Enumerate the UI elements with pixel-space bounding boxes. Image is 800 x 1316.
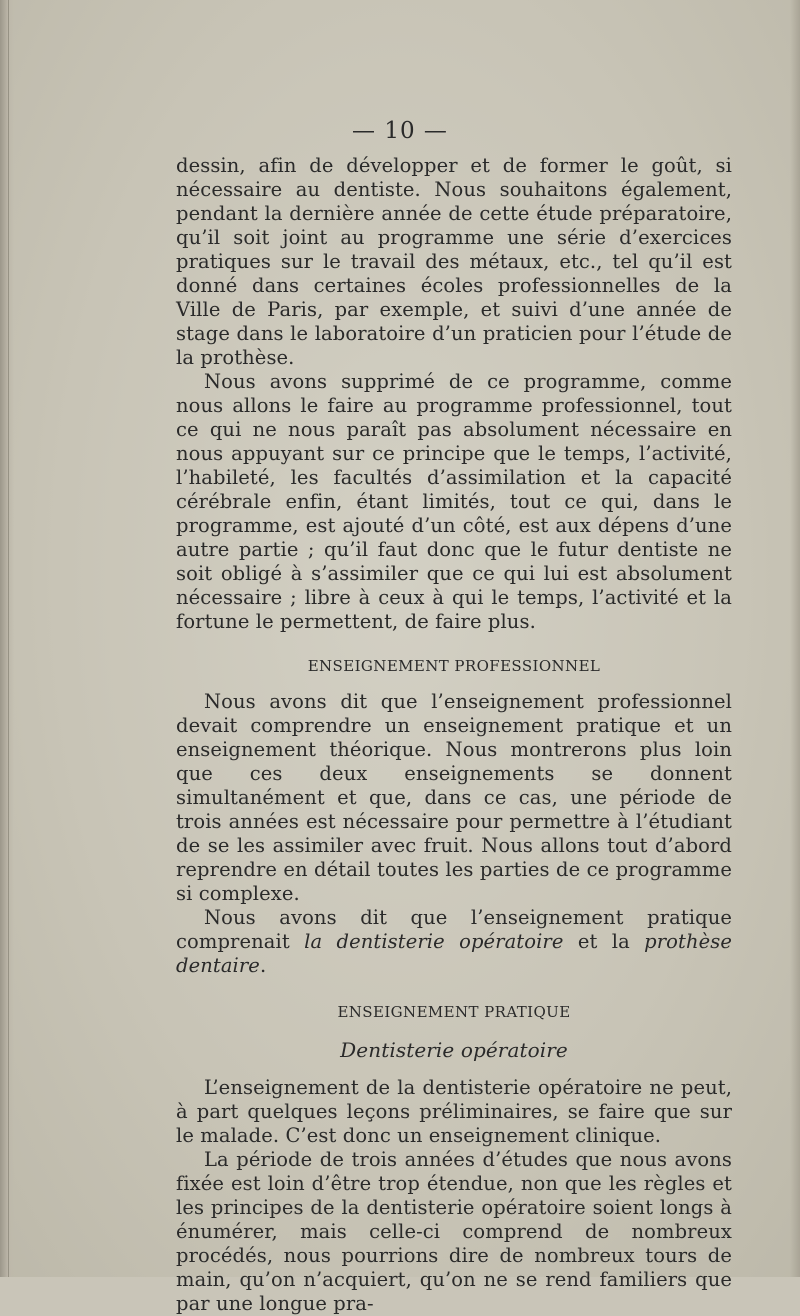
binding-shadow: [0, 0, 14, 1277]
text-run: et la: [563, 930, 645, 953]
page-number: — 10 —: [352, 118, 448, 144]
paragraph: La période de trois années d’études que nous avons fixée est loin d’être trop étendue, non que les règles et les principes de la dentisterie opératoire soient longs à énumérer, mais celle-ci comprend de nombreux procédés, nous pourrions dire de nombreux tours de main, qu’on n’acquiert, qu’on ne se rend familiers que par une longue pra-: [176, 1148, 732, 1315]
binding-line: [8, 0, 9, 1277]
paragraph: [176, 906, 732, 978]
text-run: .: [259, 954, 267, 977]
paragraph: Nous avons supprimé de ce programme, comme nous allons le faire au programme professionnel, tout ce qui ne nous paraît pas absolument nécessaire en nous appuyant sur ce principe que le temps, l’activité, l’habileté, les facultés d’assimilation et la capacité cérébrale enfin, étant limités, tout ce qui, dans le programme, est ajouté d’un côté, est aux dépens d’une autre partie ; qu’il faut donc que le futur dentiste ne soit obligé à s’assimiler que ce qui lui est absolument nécessaire ; libre à ceux à qui le temps, l’activité et la fortune le permettent, de faire plus.: [176, 370, 732, 633]
paragraph: Nous avons dit que l’enseignement professionnel devait comprendre un enseignement pratique et un enseignement théorique. Nous montrerons plus loin que ces deux enseignements se donnent simultanément et que, dans ce cas, une période de trois années est nécessaire pour permettre à l’étudiant de se les assimiler avec fruit. Nous allons tout d’abord reprendre en détail toutes les parties de ce programme si complexe.: [176, 690, 732, 905]
italic-term: prothèse dentaire: [176, 930, 732, 977]
paragraph: L’enseignement de la dentisterie opératoire ne peut, à part quelques leçons préliminaires, se faire que sur le malade. C’est donc un enseignement clinique.: [176, 1076, 732, 1147]
body-text: [176, 154, 732, 1316]
subsection-heading: Dentisterie opératoire: [340, 1038, 568, 1062]
page-edge-shadow: [790, 0, 800, 1277]
section-heading-practical: ENSEIGNEMENT PRATIQUE: [337, 1003, 571, 1021]
section-heading-professional: ENSEIGNEMENT PROFESSIONNEL: [307, 657, 601, 675]
paragraph-continuation: dessin, afin de développer et de former le goût, si nécessaire au dentiste. Nous souhaitons également, pendant la dernière année de cette étude préparatoire, qu’il soit joint au programme une série d’exercices pratiques sur le travail des métaux, etc., tel qu’il est donné dans certaines écoles professionnelles de la Ville de Paris, par exemple, et suivi d’une année de stage dans le laboratoire d’un praticien pour l’étude de la prothèse.: [176, 154, 732, 369]
italic-term: la dentisterie opératoire: [304, 930, 564, 953]
text-run: Nous avons dit que l’enseignement pratique comprenait: [176, 906, 732, 953]
